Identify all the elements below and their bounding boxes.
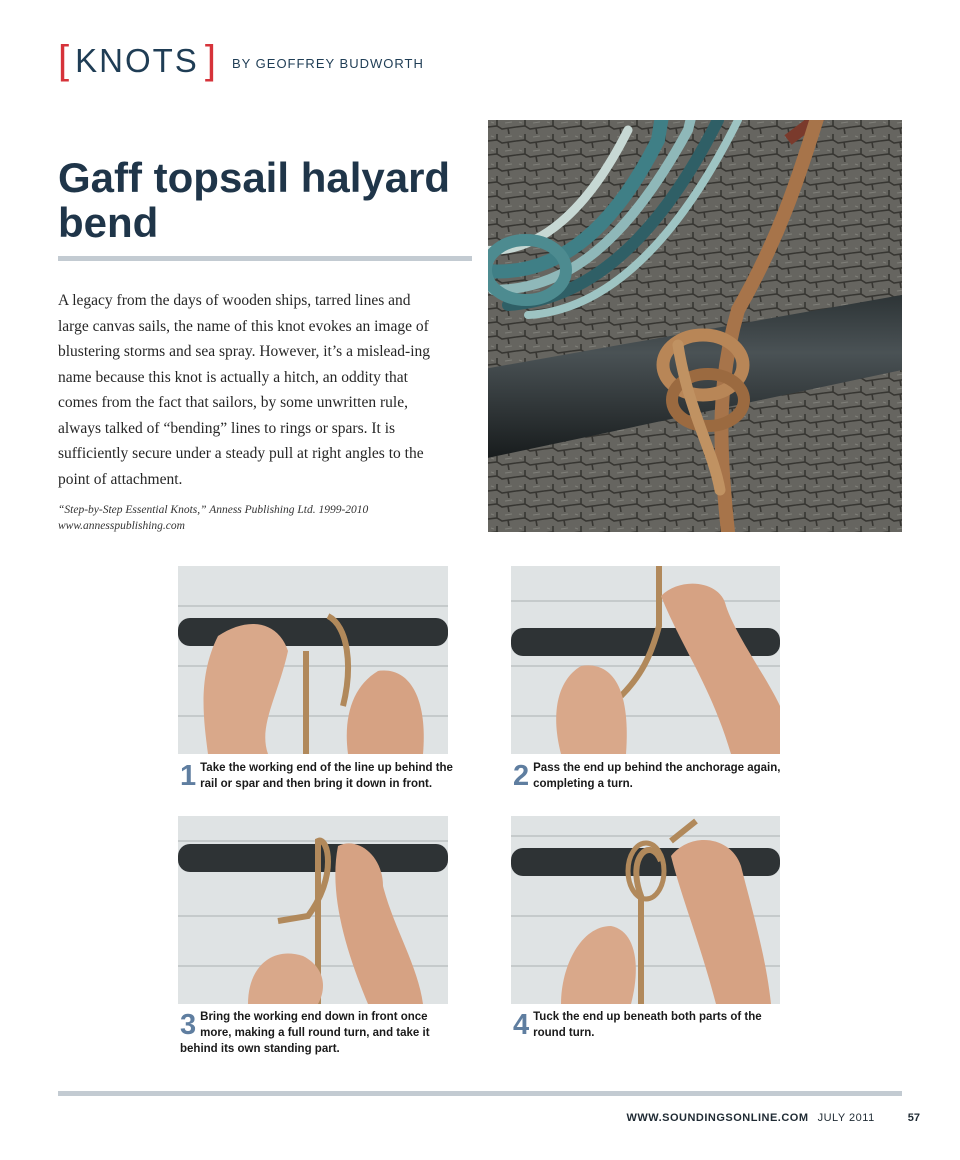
knot-hero-photo xyxy=(488,120,902,532)
article-body: A legacy from the days of wooden ships, tarred lines and large canvas sails, the name of this knot evokes an image of blustering storms and sea spray. However, it’s a mislead-ing name because this knot is actually a hitch, an oddity that comes from the fact that sailors, by some unwritten rule, always talked of “bending” lines to rings or spars. It is sufficiently secure under a steady pull at right angles to the point of attachment. xyxy=(58,292,431,488)
step-4-caption xyxy=(513,1009,793,1041)
page-footer xyxy=(58,1112,920,1124)
page-number: 57 xyxy=(907,1112,920,1124)
step-2-photo xyxy=(511,566,780,754)
step-3-caption xyxy=(180,1009,460,1057)
article-title: Gaff topsail halyard bend xyxy=(58,154,451,246)
footer-website: WWW.SOUNDINGSONLINE.COM xyxy=(626,1112,809,1124)
step-1-photo xyxy=(178,566,448,754)
step-3-photo xyxy=(178,816,448,1004)
step-number: 4 xyxy=(513,1009,530,1041)
credit-url: www.annesspublishing.com xyxy=(58,520,185,532)
step-number: 2 xyxy=(513,760,530,792)
footer-divider xyxy=(58,1091,902,1096)
step-2-caption xyxy=(513,760,793,792)
title-divider xyxy=(58,256,472,261)
step-text: Pass the end up behind the anchorage again, completing a turn. xyxy=(533,762,781,790)
photo-credit xyxy=(58,502,458,534)
step-number: 3 xyxy=(180,1009,197,1041)
step-text: Bring the working end down in front once more, making a full round turn, and take it behind its own standing part. xyxy=(180,1011,430,1055)
footer-date: JULY 2011 xyxy=(817,1112,875,1124)
step-1-caption xyxy=(180,760,460,792)
step-text: Tuck the end up beneath both parts of the round turn. xyxy=(533,1011,762,1039)
bracket-open: [ xyxy=(58,38,70,82)
step-number: 1 xyxy=(180,760,197,792)
section-header xyxy=(58,38,424,82)
section-name: KNOTS xyxy=(75,41,199,79)
byline: BY GEOFFREY BUDWORTH xyxy=(231,55,424,71)
credit-source: “Step-by-Step Essential Knots,” Anness Publishing Ltd. 1999-2010 xyxy=(58,504,369,516)
step-text: Take the working end of the line up behind the rail or spar and then bring it down in front. xyxy=(200,762,453,790)
bracket-close: ] xyxy=(204,38,216,82)
step-4-photo xyxy=(511,816,780,1004)
